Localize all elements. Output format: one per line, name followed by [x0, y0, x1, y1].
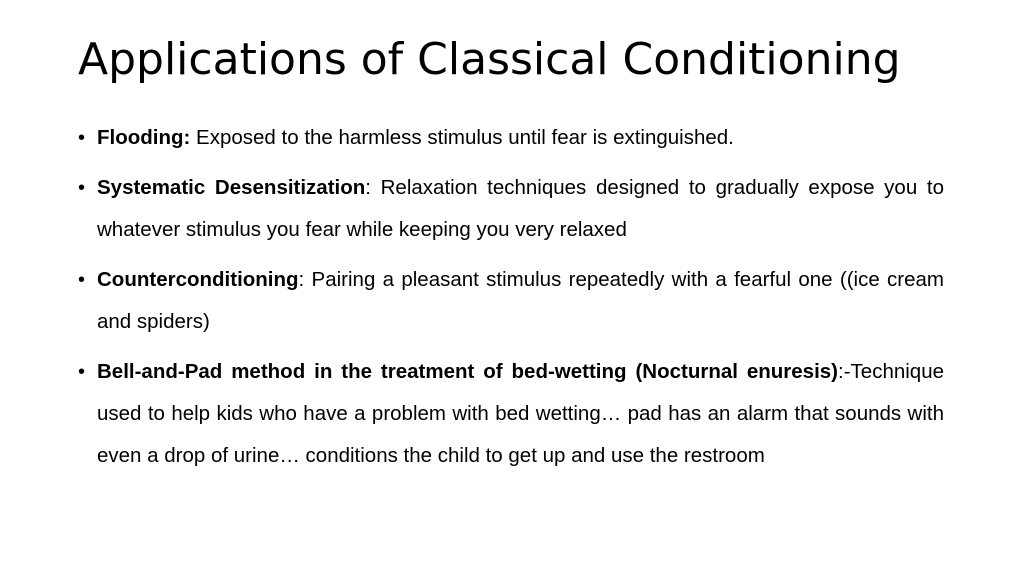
bullet-term: Flooding: — [97, 126, 191, 149]
bullet-term: Systematic Desensitization — [97, 176, 366, 199]
bullet-text: : Relaxation techniques designed to gradually expose you to whatever stimulus you fear while keeping you very relaxed — [97, 176, 944, 241]
bullet-item-flooding — [78, 117, 944, 159]
bullet-text: :-Technique used to help kids who have a problem with bed wetting… pad has an alarm that sounds with even a drop of urine… conditions the child to get up and use the restroom — [97, 360, 944, 467]
bullet-dot-icon: • — [78, 127, 86, 149]
bullet-item-bell-and-pad — [78, 351, 944, 477]
bullet-item-counterconditioning — [78, 259, 944, 343]
bullet-dot-icon: • — [78, 177, 86, 199]
bullet-text: : Pairing a pleasant stimulus repeatedly with a fearful one ((ice cream and spiders) — [97, 268, 944, 333]
bullet-list — [78, 117, 944, 485]
bullet-dot-icon: • — [78, 361, 86, 383]
slide-title: Applications of Classical Conditioning — [78, 34, 901, 85]
bullet-item-systematic-desensitization — [78, 167, 944, 251]
bullet-term: Counterconditioning — [97, 268, 299, 291]
bullet-term: Bell-and-Pad method in the treatment of bed-wetting (Nocturnal enuresis) — [97, 360, 839, 383]
bullet-text: Exposed to the harmless stimulus until fear is extinguished. — [190, 126, 734, 149]
bullet-dot-icon: • — [78, 269, 86, 291]
